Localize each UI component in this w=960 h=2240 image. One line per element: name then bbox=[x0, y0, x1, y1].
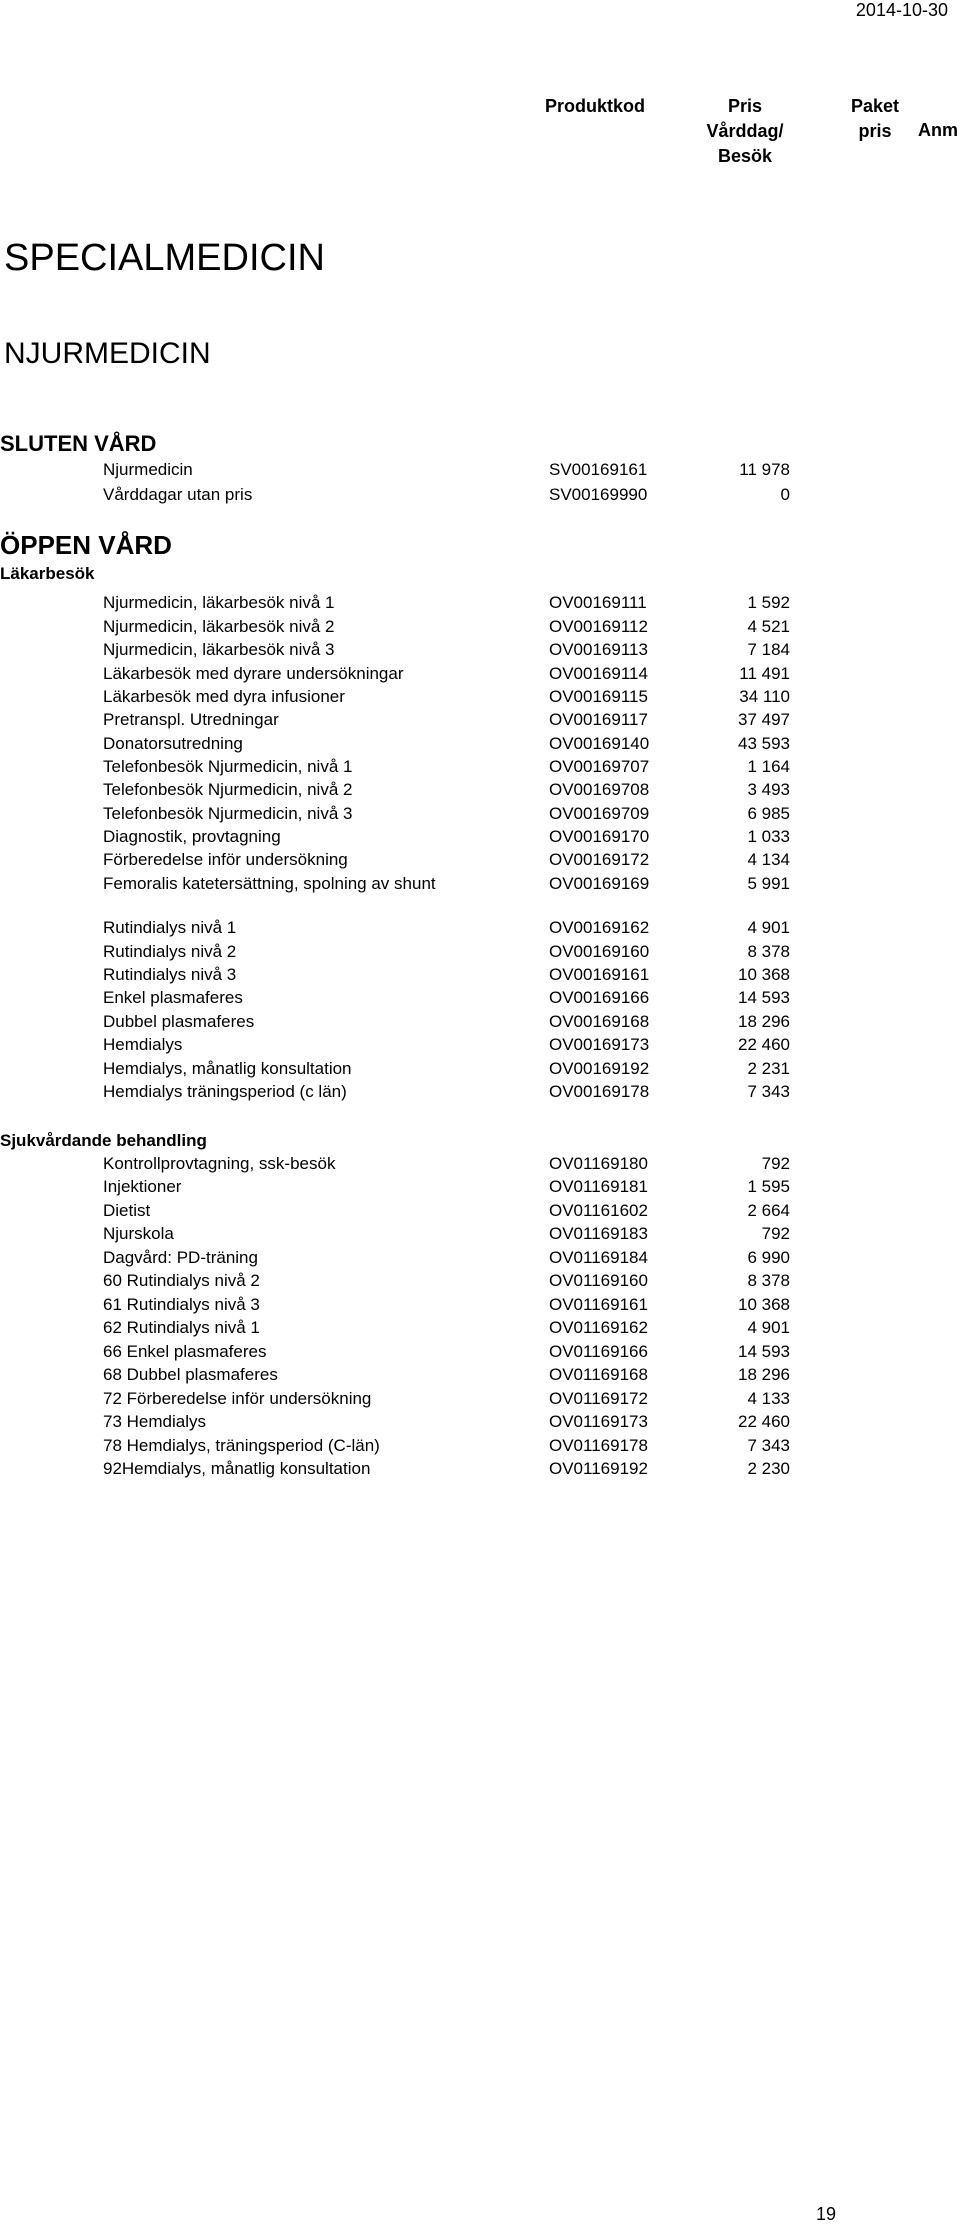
column-header-remark: Anm bbox=[918, 120, 958, 140]
product-code: OV00169708 bbox=[549, 780, 650, 799]
service-name: 61 Rutindialys nivå 3 bbox=[103, 1295, 260, 1314]
price: 6 990 bbox=[747, 1248, 790, 1267]
table-row bbox=[0, 664, 960, 688]
service-name: Njurmedicin, läkarbesök nivå 3 bbox=[103, 640, 335, 659]
service-name: Njurskola bbox=[103, 1224, 174, 1243]
column-header-price-line-2: Vårddag/ bbox=[706, 121, 784, 141]
price: 4 133 bbox=[747, 1389, 790, 1408]
table-row bbox=[0, 874, 960, 898]
column-header-package-line-1: Paket bbox=[850, 96, 900, 116]
table-row bbox=[0, 827, 960, 851]
product-code: OV01169181 bbox=[549, 1177, 648, 1196]
service-name: Njurmedicin bbox=[103, 460, 193, 479]
service-name: 92Hemdialys, månatlig konsultation bbox=[103, 1459, 371, 1478]
table-row bbox=[0, 687, 960, 711]
table-row bbox=[0, 1389, 960, 1413]
table-row bbox=[0, 942, 960, 966]
service-name: Dietist bbox=[103, 1201, 151, 1220]
product-code: OV00169707 bbox=[549, 757, 650, 776]
service-name: 73 Hemdialys bbox=[103, 1412, 206, 1431]
price: 11 978 bbox=[739, 460, 790, 479]
table-row bbox=[0, 1318, 960, 1342]
product-code: OV00169172 bbox=[549, 850, 650, 869]
table-row bbox=[0, 1271, 960, 1295]
service-name: Dagvård: PD-träning bbox=[103, 1248, 258, 1267]
price: 792 bbox=[761, 1224, 790, 1243]
service-name: Rutindialys nivå 3 bbox=[103, 965, 237, 984]
service-name: Dubbel plasmaferes bbox=[103, 1012, 255, 1031]
product-code: OV01169166 bbox=[549, 1342, 648, 1361]
service-name: 60 Rutindialys nivå 2 bbox=[103, 1271, 260, 1290]
table-row bbox=[0, 1436, 960, 1460]
product-code: OV00169178 bbox=[549, 1082, 650, 1101]
service-name: Telefonbesök Njurmedicin, nivå 2 bbox=[103, 780, 353, 799]
column-header-price-line-1: Pris bbox=[727, 96, 763, 116]
table-row bbox=[0, 850, 960, 874]
price: 6 985 bbox=[747, 804, 790, 823]
product-code: OV01169162 bbox=[549, 1318, 648, 1337]
service-name: 66 Enkel plasmaferes bbox=[103, 1342, 267, 1361]
price: 1 164 bbox=[747, 757, 790, 776]
document-title: SPECIALMEDICIN bbox=[4, 237, 325, 279]
service-name: Kontrollprovtagning, ssk-besök bbox=[103, 1154, 336, 1173]
table-row bbox=[0, 460, 960, 484]
table-row bbox=[0, 617, 960, 641]
price: 11 491 bbox=[739, 664, 790, 683]
price: 1 592 bbox=[747, 593, 790, 612]
column-header-package-line-2: pris bbox=[858, 121, 892, 141]
service-name: Injektioner bbox=[103, 1177, 182, 1196]
table-row bbox=[0, 1201, 960, 1225]
table-row bbox=[0, 1012, 960, 1036]
product-code: OV01169173 bbox=[549, 1412, 648, 1431]
table-row bbox=[0, 640, 960, 664]
product-code: OV01161602 bbox=[549, 1201, 648, 1220]
price: 43 593 bbox=[738, 734, 790, 753]
price: 2 664 bbox=[747, 1201, 790, 1220]
price: 1 033 bbox=[747, 827, 790, 846]
table-row bbox=[0, 1177, 960, 1201]
price: 8 378 bbox=[747, 1271, 790, 1290]
product-code: OV00169140 bbox=[549, 734, 650, 753]
price: 3 493 bbox=[747, 780, 790, 799]
service-name: Läkarbesök med dyrare undersökningar bbox=[103, 664, 404, 683]
product-code: OV00169112 bbox=[549, 617, 648, 636]
group-heading-nursing-treatment: Sjukvårdande behandling bbox=[0, 1131, 207, 1150]
section-heading-inpatient: SLUTEN VÅRD bbox=[0, 431, 157, 456]
service-name: 72 Förberedelse inför undersökning bbox=[103, 1389, 372, 1408]
price: 7 184 bbox=[747, 640, 790, 659]
page-number: 19 bbox=[816, 2204, 837, 2224]
price: 18 296 bbox=[738, 1012, 790, 1031]
product-code: OV01169180 bbox=[549, 1154, 648, 1173]
column-header-price bbox=[700, 94, 790, 169]
price: 22 460 bbox=[738, 1035, 790, 1054]
table-row bbox=[0, 485, 960, 509]
table-row bbox=[0, 1059, 960, 1083]
product-code: OV01169168 bbox=[549, 1365, 648, 1384]
table-row bbox=[0, 780, 960, 804]
price: 37 497 bbox=[738, 710, 790, 729]
service-name: Hemdialys träningsperiod (c län) bbox=[103, 1082, 347, 1101]
table-row bbox=[0, 988, 960, 1012]
column-header-package-price bbox=[840, 94, 910, 144]
price: 4 901 bbox=[747, 1318, 790, 1337]
service-name: 78 Hemdialys, träningsperiod (C-län) bbox=[103, 1436, 380, 1455]
product-code: OV00169114 bbox=[549, 664, 648, 683]
service-name: Telefonbesök Njurmedicin, nivå 1 bbox=[103, 757, 353, 776]
table-row bbox=[0, 734, 960, 758]
price: 7 343 bbox=[747, 1436, 790, 1455]
table-row bbox=[0, 757, 960, 781]
group-heading-doctor-visit: Läkarbesök bbox=[0, 564, 95, 583]
service-name: Telefonbesök Njurmedicin, nivå 3 bbox=[103, 804, 353, 823]
product-code: OV00169111 bbox=[549, 593, 647, 612]
document-subtitle: NJURMEDICIN bbox=[4, 337, 211, 370]
product-code: OV00169115 bbox=[549, 687, 648, 706]
product-code: OV00169168 bbox=[549, 1012, 650, 1031]
table-row bbox=[0, 1224, 960, 1248]
product-code: OV00169169 bbox=[549, 874, 650, 893]
product-code: OV00169113 bbox=[549, 640, 648, 659]
service-name: Hemdialys, månatlig konsultation bbox=[103, 1059, 352, 1078]
service-name: Läkarbesök med dyra infusioner bbox=[103, 687, 345, 706]
price: 4 521 bbox=[747, 617, 790, 636]
table-row bbox=[0, 1035, 960, 1059]
product-code: OV00169166 bbox=[549, 988, 650, 1007]
column-header-price-line-3: Besök bbox=[717, 146, 773, 166]
product-code: SV00169990 bbox=[549, 485, 648, 504]
table-row bbox=[0, 1459, 960, 1483]
service-name: Diagnostik, provtagning bbox=[103, 827, 281, 846]
product-code: OV01169178 bbox=[549, 1436, 648, 1455]
service-name: 62 Rutindialys nivå 1 bbox=[103, 1318, 260, 1337]
service-name: Enkel plasmaferes bbox=[103, 988, 243, 1007]
section-heading-outpatient: ÖPPEN VÅRD bbox=[0, 530, 172, 560]
table-row bbox=[0, 804, 960, 828]
product-code: SV00169161 bbox=[549, 460, 648, 479]
table-row bbox=[0, 1295, 960, 1319]
product-code: OV00169170 bbox=[549, 827, 650, 846]
table-row bbox=[0, 1342, 960, 1366]
table-row bbox=[0, 1412, 960, 1436]
price: 5 991 bbox=[747, 874, 790, 893]
product-code: OV00169117 bbox=[549, 710, 648, 729]
price: 7 343 bbox=[747, 1082, 790, 1101]
product-code: OV00169160 bbox=[549, 942, 650, 961]
price: 8 378 bbox=[747, 942, 790, 961]
table-row bbox=[0, 710, 960, 734]
price: 22 460 bbox=[738, 1412, 790, 1431]
product-code: OV00169161 bbox=[549, 965, 650, 984]
product-code: OV01169161 bbox=[549, 1295, 648, 1314]
service-name: Vårddagar utan pris bbox=[103, 485, 253, 504]
price: 1 595 bbox=[747, 1177, 790, 1196]
service-name: Njurmedicin, läkarbesök nivå 2 bbox=[103, 617, 335, 636]
price: 792 bbox=[761, 1154, 790, 1173]
price: 0 bbox=[780, 485, 790, 504]
table-row bbox=[0, 1248, 960, 1272]
service-name: Pretranspl. Utredningar bbox=[103, 710, 279, 729]
service-name: Njurmedicin, läkarbesök nivå 1 bbox=[103, 593, 335, 612]
service-name: Femoralis katetersättning, spolning av shunt bbox=[103, 874, 436, 893]
column-header-product-code: Produktkod bbox=[545, 96, 646, 116]
price: 2 231 bbox=[747, 1059, 790, 1078]
price: 2 230 bbox=[747, 1459, 790, 1478]
product-code: OV01169184 bbox=[549, 1248, 648, 1267]
price: 10 368 bbox=[738, 965, 790, 984]
price: 34 110 bbox=[739, 687, 790, 706]
table-row bbox=[0, 593, 960, 617]
document-date: 2014-10-30 bbox=[855, 0, 948, 20]
table-row bbox=[0, 1365, 960, 1389]
product-code: OV01169160 bbox=[549, 1271, 648, 1290]
price: 10 368 bbox=[738, 1295, 790, 1314]
table-row bbox=[0, 1082, 960, 1106]
product-code: OV00169162 bbox=[549, 918, 650, 937]
service-name: Förberedelse inför undersökning bbox=[103, 850, 348, 869]
service-name: Donatorsutredning bbox=[103, 734, 243, 753]
product-code: OV01169192 bbox=[549, 1459, 648, 1478]
price: 4 901 bbox=[747, 918, 790, 937]
product-code: OV01169183 bbox=[549, 1224, 648, 1243]
product-code: OV01169172 bbox=[549, 1389, 648, 1408]
product-code: OV00169173 bbox=[549, 1035, 650, 1054]
price: 4 134 bbox=[747, 850, 790, 869]
service-name: Rutindialys nivå 2 bbox=[103, 942, 237, 961]
price: 14 593 bbox=[738, 1342, 790, 1361]
service-name: Rutindialys nivå 1 bbox=[103, 918, 237, 937]
product-code: OV00169709 bbox=[549, 804, 650, 823]
service-name: 68 Dubbel plasmaferes bbox=[103, 1365, 278, 1384]
table-row bbox=[0, 965, 960, 989]
price: 18 296 bbox=[738, 1365, 790, 1384]
product-code: OV00169192 bbox=[549, 1059, 650, 1078]
service-name: Hemdialys bbox=[103, 1035, 183, 1054]
table-row bbox=[0, 918, 960, 942]
table-row bbox=[0, 1154, 960, 1178]
price: 14 593 bbox=[738, 988, 790, 1007]
